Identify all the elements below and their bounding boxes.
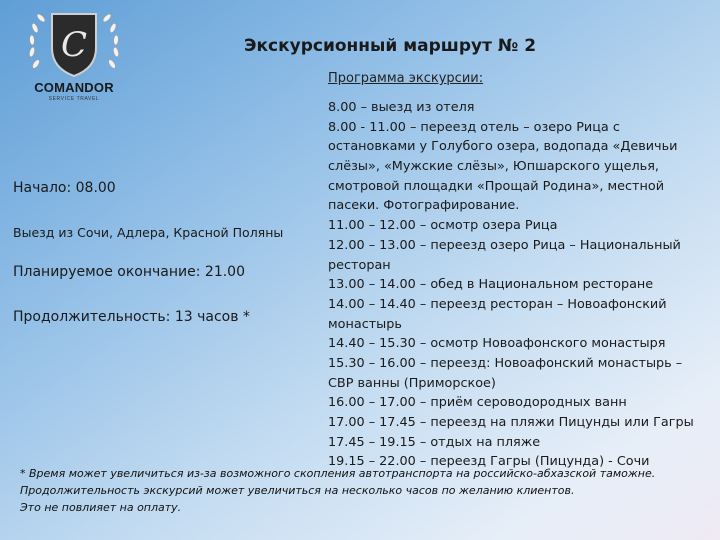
schedule-line bbox=[328, 433, 718, 453]
schedule-description: – выезд из отеля bbox=[356, 100, 475, 115]
schedule-line bbox=[328, 275, 718, 295]
schedule-description: – приём сероводородных ванн bbox=[415, 395, 627, 411]
schedule-description: СВР ванны (Приморское) bbox=[328, 375, 496, 391]
schedule-line bbox=[328, 236, 718, 256]
schedule-description: – отдых на пляже bbox=[415, 434, 541, 450]
program-subtitle: Программа экскурсии: bbox=[328, 71, 484, 86]
schedule-description: пасеки. Фотографирование. bbox=[328, 198, 520, 214]
schedule-line bbox=[328, 295, 718, 315]
brand-tagline: SERVICE TRAVEL bbox=[48, 96, 100, 102]
schedule-description: – переезд озеро Рица – Национальный bbox=[415, 237, 681, 253]
start-time: Начало: 08.00 bbox=[13, 180, 116, 196]
laurel-wreath-icon bbox=[22, 4, 126, 84]
schedule-description: ресторан bbox=[328, 257, 391, 273]
schedule-line bbox=[328, 177, 718, 197]
schedule-line bbox=[328, 216, 718, 236]
page-title: Экскурсионный маршрут № 2 bbox=[244, 36, 537, 56]
schedule-line bbox=[328, 196, 718, 216]
schedule-line bbox=[328, 137, 718, 157]
schedule-time: 19.15 – 22.00 bbox=[328, 454, 416, 470]
schedule-description: смотровой площадки «Прощай Родина», местной bbox=[328, 178, 665, 194]
schedule-list bbox=[328, 98, 718, 472]
departure-points: Выезд из Сочи, Адлера, Красной Поляны bbox=[13, 225, 284, 240]
footnote bbox=[20, 465, 715, 516]
schedule-time: 17.45 – 19.15 bbox=[328, 434, 416, 450]
schedule-line bbox=[328, 413, 718, 433]
schedule-description: – переезд отель – озеро Рица с bbox=[405, 119, 620, 135]
schedule-time: 17.00 – 17.45 bbox=[328, 415, 416, 430]
schedule-line bbox=[328, 98, 718, 118]
schedule-description: – осмотр Новоафонского монастыря bbox=[415, 336, 666, 352]
schedule-line bbox=[328, 256, 718, 276]
schedule-line bbox=[328, 157, 718, 177]
footnote-line: Это не повлияет на оплату. bbox=[20, 501, 182, 514]
footnote-line: * Время может увеличиться из-за возможного скопления автотранспорта на российско-абхазской таможне. bbox=[20, 467, 656, 480]
schedule-description: – переезд на пляжи Пицунды или Гагры bbox=[415, 415, 694, 430]
schedule-description: – осмотр озера Рица bbox=[415, 218, 558, 234]
schedule-time: 16.00 – 17.00 bbox=[328, 395, 416, 411]
schedule-line bbox=[328, 374, 718, 394]
schedule-description: слёзы», «Мужские слёзы», Юпшарского ущелья, bbox=[328, 159, 659, 175]
schedule-time: 8.00 bbox=[328, 100, 357, 115]
schedule-description: остановками у Голубого озера, водопада «Девичьи bbox=[328, 139, 678, 155]
schedule-time: 15.30 – 16.00 bbox=[328, 355, 416, 371]
schedule-line bbox=[328, 315, 718, 335]
schedule-line bbox=[328, 118, 718, 138]
planned-end-time: Планируемое окончание: 21.00 bbox=[13, 264, 245, 280]
schedule-description: – переезд: Новоафонский монастырь – bbox=[415, 355, 683, 371]
schedule-time: 11.00 – 12.00 bbox=[328, 218, 416, 234]
duration: Продолжительность: 13 часов * bbox=[13, 309, 250, 325]
brand-name: COMANDOR bbox=[34, 80, 114, 95]
schedule-time: 8.00 - 11.00 bbox=[328, 119, 406, 135]
schedule-description: – обед в Национальном ресторане bbox=[415, 277, 654, 293]
schedule-time: 12.00 – 13.00 bbox=[328, 237, 416, 253]
schedule-line bbox=[328, 354, 718, 374]
schedule-line bbox=[328, 393, 718, 413]
schedule-time: 13.00 – 14.00 bbox=[328, 277, 416, 293]
schedule-description: – переезд Гагры (Пицунда) - Сочи bbox=[415, 454, 650, 470]
schedule-time: 14.40 – 15.30 bbox=[328, 336, 416, 352]
footnote-line: Продолжительность экскурсий может увеличиться на несколько часов по желанию клиентов. bbox=[20, 484, 575, 497]
schedule-time: 14.00 – 14.40 bbox=[328, 296, 416, 312]
svg-text:C: C bbox=[60, 25, 88, 65]
schedule-description: монастырь bbox=[328, 316, 402, 332]
company-logo bbox=[22, 4, 126, 104]
schedule-description: – переезд ресторан – Новоафонский bbox=[415, 296, 667, 312]
schedule-line bbox=[328, 334, 718, 354]
